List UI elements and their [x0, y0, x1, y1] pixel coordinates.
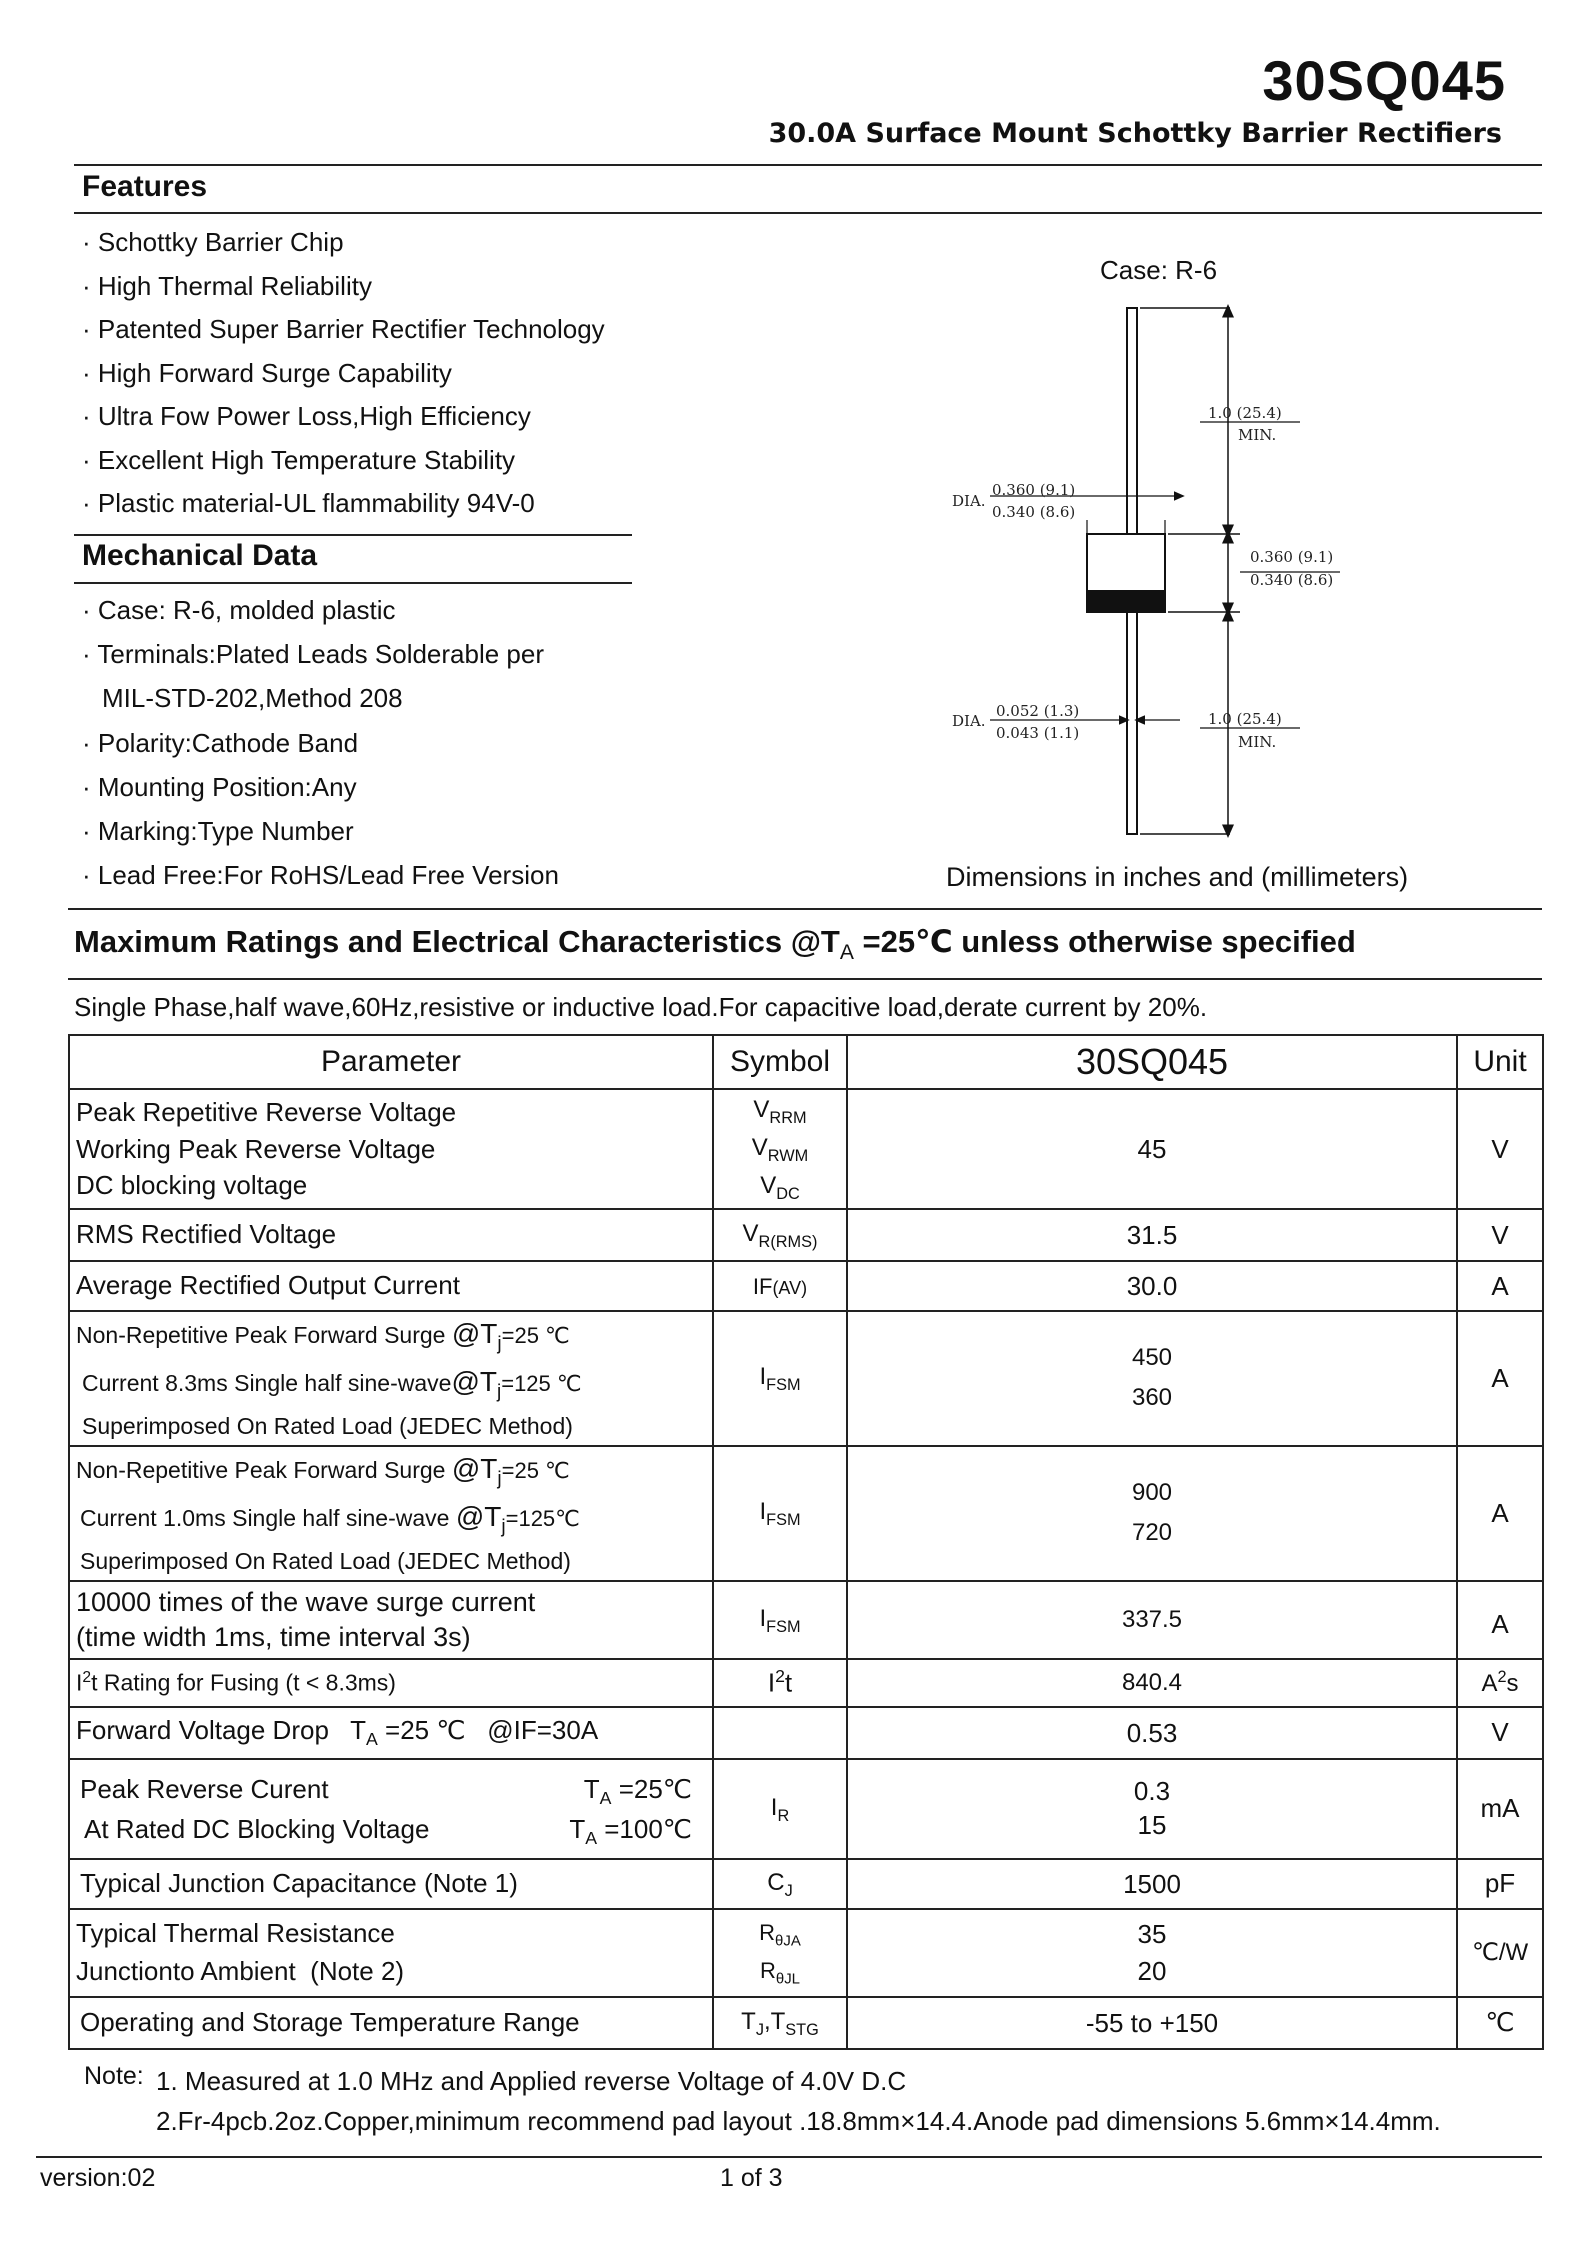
features-rule [74, 212, 1542, 214]
table-row: Forward Voltage Drop $T_A =25$ ℃ @IF=30A 0.53 V [69, 1707, 1543, 1759]
ratings-table [68, 1034, 1544, 2050]
table-row: Peak Reverse Curent $T_A$ =25℃ At Rated DC Blocking Voltage $T_A$ =100℃ $I_R$ 0.3 15 mA [69, 1759, 1543, 1859]
top-lead [1127, 308, 1137, 536]
cathode-band [1087, 590, 1165, 612]
package-outline-drawing [940, 300, 1380, 840]
header-value: 30SQ045 [847, 1035, 1457, 1089]
list-item: · Mounting Position:Any [82, 771, 357, 802]
lead-dia-max: 0.052 (1.3) [996, 702, 1080, 720]
list-item: MIL-STD-202,Method 208 [102, 683, 403, 714]
list-item: · Patented Super Barrier Rectifier Technology [82, 314, 605, 344]
ratings-rule-bottom [68, 978, 1542, 980]
version-label: version:02 [40, 2164, 156, 2192]
lead-length-bottom-min: MIN. [1238, 733, 1277, 751]
list-item: · Schottky Barrier Chip [82, 227, 344, 257]
case-label: Case: R-6 [1100, 255, 1218, 285]
table-row: 10000 times of the wave surge current (time width 1ms, time interval 3s) $I_{FSM}$ 337.5 A [69, 1581, 1543, 1659]
table-row: Average Rectified Output Current IF(AV) 30.0 A [69, 1261, 1543, 1311]
header-parameter: Parameter [69, 1035, 713, 1089]
list-item: · High Thermal Reliability [82, 270, 372, 301]
table-row: Typical Thermal Resistance Junctionto Ambient (Note 2) $R_{\theta JA}$ $R_{\theta JL}$ 35 20 ℃/W [69, 1909, 1543, 1997]
bottom-lead [1127, 612, 1137, 834]
table-row: RMS Rectified Voltage $V_{R(RMS)}$ 31.5 V [69, 1209, 1543, 1261]
list-item: · Excellent High Temperature Stability [82, 444, 516, 475]
part-number-title: 30SQ045 [1262, 49, 1506, 112]
list-item: · Terminals:Plated Leads Solderable per [82, 639, 545, 670]
notes-label: Note: [84, 2062, 144, 2090]
table-row: Non-Repetitive Peak Forward Surge $@T_j=25$ ℃ Current 8.3ms Single half sine-$wave@T_j=125$ ℃ Superimposed On Rated Load (JEDEC Method) $I_{FSM}$ 450 360 A [69, 1311, 1543, 1446]
header-rule [74, 164, 1542, 166]
lead-length-bottom: 1.0 (25.4) [1208, 710, 1282, 728]
lead-length-top-min: MIN. [1238, 426, 1277, 444]
header-unit: Unit [1457, 1035, 1543, 1089]
lead-dia-min: 0.043 (1.1) [996, 724, 1080, 742]
ratings-heading: Maximum Ratings and Electrical Characteristics $@T_A$ =25℃ unless otherwise specified [74, 924, 1356, 965]
note-2: 2.Fr-4pcb.2oz.Copper,minimum recommend pad layout .18.8mm×14.4.Anode pad dimensions 5.6mm×14.4mm. [156, 2106, 1441, 2136]
dia-label-body: DIA. [952, 492, 986, 510]
page-number: 1 of 3 [720, 2164, 783, 2192]
mechanical-rule-top [74, 534, 632, 536]
body-length-min: 0.340 (8.6) [1250, 571, 1334, 589]
features-list [82, 221, 605, 526]
body-dia-min: 0.340 (8.6) [992, 503, 1076, 521]
note-1: 1. Measured at 1.0 MHz and Applied reverse Voltage of 4.0V D.C [156, 2066, 907, 2096]
list-item: · Ultra Fow Power Loss,High Efficiency [82, 401, 531, 431]
list-item: · Marking:Type Number [82, 815, 354, 846]
table-row: Non-Repetitive Peak Forward Surge $@T_j=25$ ℃ Current 1.0ms Single half sine-wave $@T_j=125℃$ Superimposed On Rated Load (JEDEC Method) $I_{FSM}$ 900 720 A [69, 1446, 1543, 1581]
table-header-row [69, 1035, 1543, 1089]
list-item: · Plastic material-UL flammability 94V-0 [82, 488, 535, 518]
body-length-max: 0.360 (9.1) [1250, 548, 1334, 566]
dia-label-lead: DIA. [952, 712, 986, 730]
body-dia-max: 0.360 (9.1) [992, 481, 1076, 499]
mechanical-rule-bottom [74, 582, 632, 584]
mechanical-heading: Mechanical Data [82, 539, 318, 572]
list-item: · Case: R-6, molded plastic [82, 595, 396, 625]
table-row: Operating and Storage Temperature Range $T_J,T_{STG}$ -55 to +150 ℃ [69, 1997, 1543, 2049]
table-row: Peak Repetitive Reverse Voltage Working Peak Reverse Voltage DC blocking voltage $V_{RRM}$ $V_{RWM}$ $V_{DC}$ 45 V [69, 1089, 1543, 1209]
features-heading: Features [82, 170, 208, 203]
lead-length-top: 1.0 (25.4) [1208, 404, 1282, 422]
header-symbol: Symbol [713, 1035, 847, 1089]
footer-rule [36, 2156, 1542, 2158]
list-item: · Polarity:Cathode Band [82, 727, 359, 758]
load-conditions-note: Single Phase,half wave,60Hz,resistive or inductive load.For capacitive load,derate current by 20%. [74, 992, 1208, 1022]
list-item: · Lead Free:For RoHS/Lead Free Version [82, 860, 559, 891]
ratings-rule-top [68, 908, 1542, 910]
drawing-caption: Dimensions in inches and (millimeters) [946, 862, 1409, 892]
list-item: · High Forward Surge Capability [82, 357, 452, 388]
part-subtitle: 30.0A Surface Mount Schottky Barrier Rectifiers [768, 118, 1502, 149]
mechanical-list [82, 588, 559, 897]
table-row: $I^2t$ Rating for Fusing (t < 8.3ms) $I^2t$ 840.4 $A^2s$ [69, 1659, 1543, 1707]
table-row: Typical Junction Capacitance (Note 1) $C_J$ 1500 pF [69, 1859, 1543, 1909]
